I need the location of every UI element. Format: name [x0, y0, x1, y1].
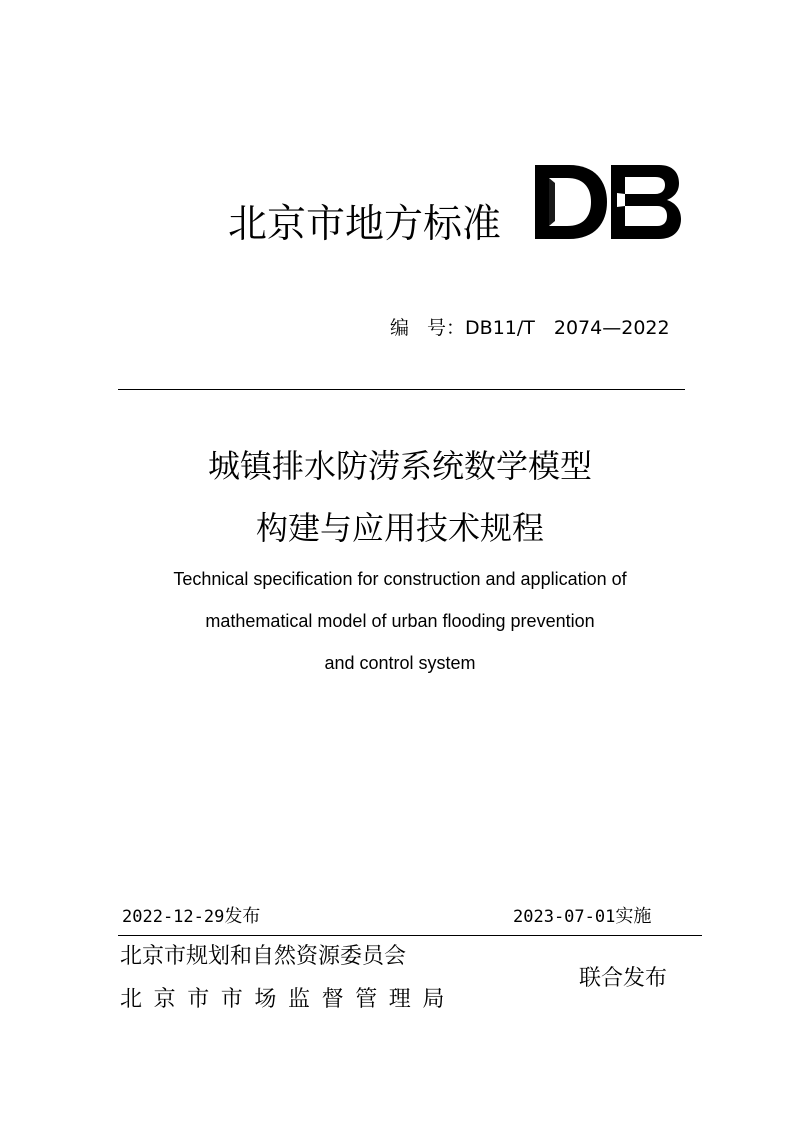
issuer-market-regulation-bureau: 北京市市场监督管理局: [120, 987, 457, 1012]
title-cn-line-2: 构建与应用技术规程: [255, 509, 544, 547]
db-logo: [533, 163, 681, 241]
number-label-2: 号：: [427, 317, 466, 339]
issue-date-value: 2022-12-29: [122, 907, 225, 927]
title-en-line-2: mathematical model of urban flooding prevention: [205, 611, 595, 631]
title-en-line-3: and control system: [324, 653, 476, 673]
implementation-date-label: 实施: [615, 906, 652, 927]
issue-date: [122, 905, 260, 929]
standard-type-heading: 北京市地方标准: [228, 202, 502, 247]
joint-release-label: 联合发布: [579, 966, 668, 991]
top-divider: [118, 389, 685, 390]
number-label: 编: [390, 317, 410, 339]
number-value: DB11/T 2074—2022: [465, 317, 670, 339]
issuer-planning-commission: 北京市规划和自然资源委员会: [120, 944, 407, 969]
standard-number: [390, 316, 670, 340]
bottom-divider: [118, 935, 702, 936]
implementation-date: [513, 905, 651, 929]
issue-date-label: 发布: [224, 906, 261, 927]
implementation-date-value: 2023-07-01: [513, 907, 616, 927]
title-en-line-1: Technical specification for construction and application of: [173, 569, 627, 589]
title-cn-line-1: 城镇排水防涝系统数学模型: [207, 447, 592, 485]
